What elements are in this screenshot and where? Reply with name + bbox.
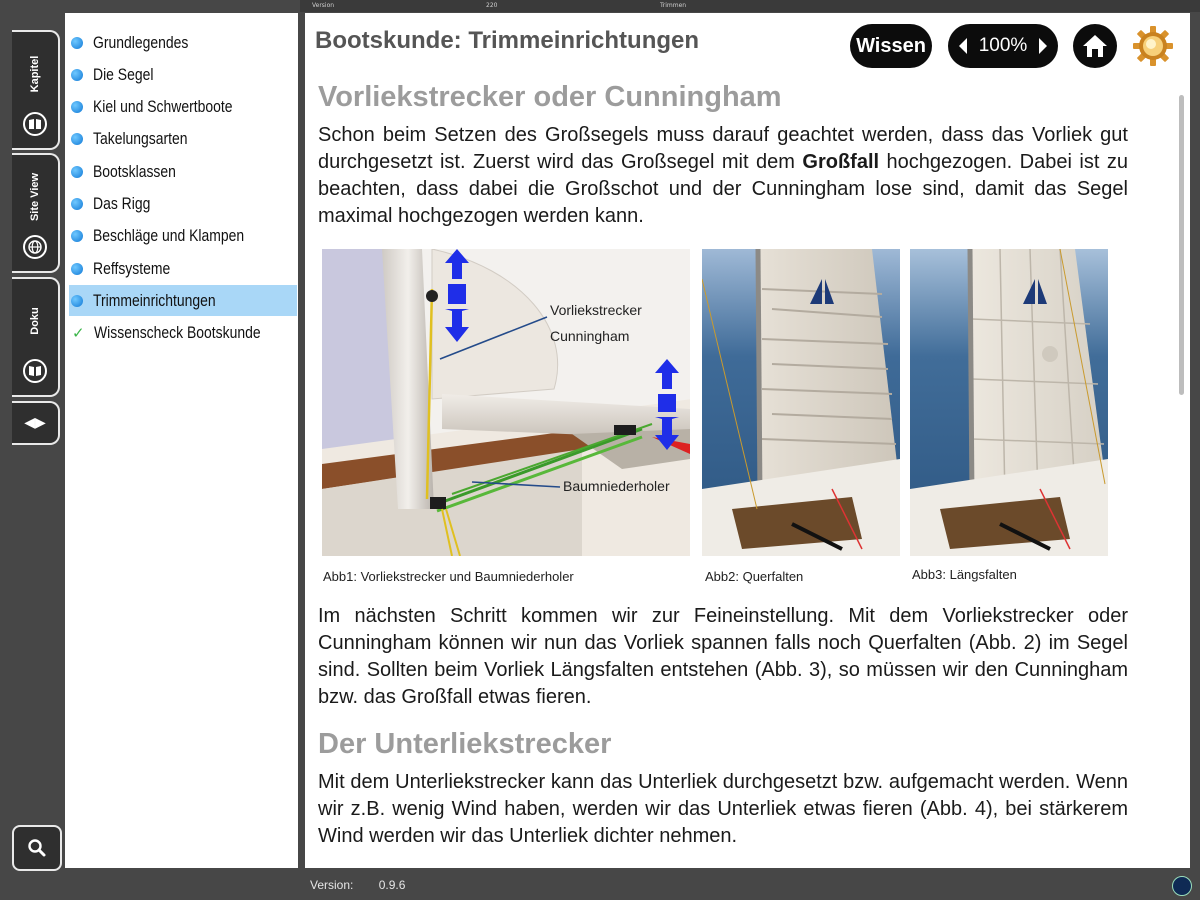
paragraph-1 [318,122,1128,230]
footer-version-value: 0.9.6 [378,878,406,892]
bullet-dot-icon [71,133,83,145]
search-button[interactable] [12,825,62,871]
page-title: Bootskunde: Trimmeinrichtungen [315,27,700,54]
figure-row [322,249,1122,594]
rail-tab-doku-label: Doku [29,307,41,335]
content-scrollbar[interactable] [1177,75,1187,855]
rail-tab-kapitel[interactable] [12,30,60,150]
footer-version [310,878,405,892]
gear-icon [1132,25,1174,67]
bullet-dot-icon [71,166,83,178]
status-corner-icon [1172,876,1192,896]
topbar-section-label: Trimmen [660,2,687,9]
figure-1-label-baumniederholer: Baumniederholer [563,478,670,494]
figure-1-label-vorliekstrecker: Vorliekstrecker [550,302,642,318]
chapter-item[interactable] [69,253,297,284]
figure-1-image[interactable] [322,249,690,556]
chapter-item[interactable] [69,285,297,316]
rail-tab-site-view[interactable] [12,153,60,273]
bullet-dot-icon [71,198,83,210]
rail-tab-kapitel-label: Kapitel [29,55,41,93]
paragraph-3: Mit dem Unterliekstrecker kann das Unterliek durchgesetzt bzw. aufgemacht werden. Wenn wir z.B. wenig Wind haben, werden wir das Unterliek etwas fieren (Abb. 4), bei stärkerem Wind werden wir das Unterliek dichter nehmen. [318,771,1128,847]
topbar-version-label: Version [312,2,335,9]
search-icon [27,838,47,858]
chapter-item-label: Grundlegendes [93,32,189,52]
zoom-control [948,24,1058,68]
chapter-item-label: Wissenscheck Bootskunde [94,323,261,343]
chapter-item-label: Takelungsarten [93,129,188,149]
zoom-in-arrow-icon[interactable] [1038,37,1048,55]
article-continued [318,603,1128,850]
figure-2-image[interactable] [702,249,900,556]
chapter-item-label: Trimmeinrichtungen [93,290,216,310]
zoom-out-arrow-icon[interactable] [958,37,968,55]
wissen-button-label: Wissen [856,34,926,57]
chapter-item[interactable] [69,221,297,252]
chapter-item[interactable] [69,156,297,187]
footer-version-label: Version: [310,878,354,892]
bullet-dot-icon [71,101,83,113]
wissen-button[interactable] [850,24,932,68]
check-icon: ✓ [72,325,85,343]
chapter-item-label: Die Segel [93,64,154,84]
rail-tab-site-view-label: Site View [29,172,41,222]
globe-icon [23,235,47,259]
zoom-value: 100% [978,35,1028,56]
paragraph-1-part-b: hochgezogen. Dabei ist zu beachten, dass dabei die Großschot und der Cunningham lose sind, damit das Segel maximal hochgezogen werden kann. [318,151,1128,227]
top-status-strip [300,0,1200,12]
figure-3-image[interactable] [910,249,1108,556]
bullet-dot-icon [71,37,83,49]
paragraph-1-part-a: Schon beim Setzen des Großsegels muss darauf geachtet werden, dass das Vorliek gut durchgesetzt ist. Zuerst wird das Großsegel mit dem [318,124,1128,173]
prev-next-arrows-icon: ◀▶ [24,415,46,431]
main-content-panel [305,13,1190,868]
bullet-dot-icon [71,230,83,242]
chapter-item[interactable] [69,124,297,155]
chapter-item-label: Das Rigg [93,194,151,213]
bullet-dot-icon [71,263,83,275]
book-chapter-icon [23,112,47,136]
figure-1-label-cunningham: Cunningham [550,328,630,344]
prev-next-arrows[interactable] [12,401,60,445]
paragraph-2: Im nächsten Schritt kommen wir zur Feineinstellung. Mit dem Vorliekstrecker oder Cunningham können wir nun das Vorliek spannen falls noch Querfalten (Abb. 2) im Segel sind. Sollten beim Vorliek Längsfalten entstehen (Abb. 3), so müssen wir den Cunningham bzw. das Großfall etwas fieren. [318,605,1128,708]
chapter-item-label: Kiel und Schwertboote [93,97,233,117]
chapter-item-label: Bootsklassen [93,161,176,181]
bullet-dot-icon [71,295,83,307]
article [318,78,1128,230]
home-icon [1081,33,1109,59]
home-button[interactable] [1073,24,1117,68]
chapter-item[interactable] [69,59,297,90]
chapter-item[interactable] [69,318,297,349]
chapter-list [65,13,298,868]
chapter-item[interactable] [69,27,297,58]
chapter-item[interactable] [69,189,297,220]
document-icon [23,359,47,383]
paragraph-1-bold: Großfall [802,151,880,173]
chapter-item-label: Beschläge und Klampen [93,226,245,246]
topbar-build-value: 220 [486,2,498,9]
settings-button[interactable] [1131,24,1175,68]
scroll-thumb[interactable] [1179,95,1184,395]
section-heading-unterliekstrecker: Der Unterliekstrecker [318,728,612,760]
figure-3-caption: Abb3: Längsfalten [912,567,1017,582]
rail-tab-doku[interactable] [12,277,60,397]
bullet-dot-icon [71,69,83,81]
section-heading-vorliekstrecker: Vorliekstrecker oder Cunningham [318,81,782,113]
figure-2-caption: Abb2: Querfalten [705,569,804,584]
chapter-item[interactable] [69,92,297,123]
chapter-item-label: Reffsysteme [93,258,171,278]
figure-1-caption: Abb1: Vorliekstrecker und Baumniederholer [323,569,574,584]
